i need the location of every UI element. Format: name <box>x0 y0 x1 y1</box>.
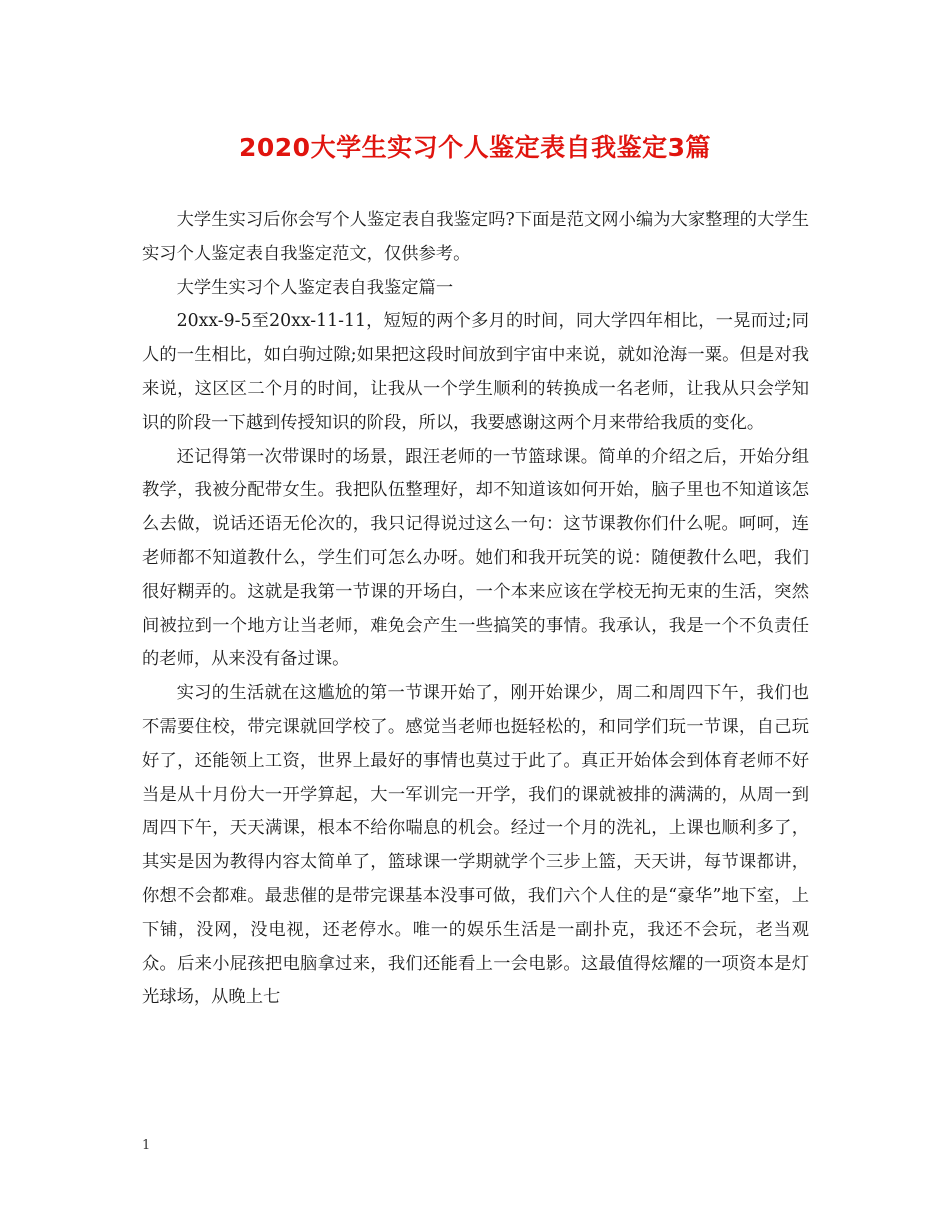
document-body <box>142 204 809 1015</box>
section-heading: 大学生实习个人鉴定表自我鉴定篇一 <box>176 277 454 298</box>
document-title: 2020大学生实习个人鉴定表自我鉴定3篇 <box>239 133 711 162</box>
body-paragraph: 20xx-9-5至20xx-11-11，短短的两个多月的时间，同大学四年相比，一晃而过;同人的一生相比，如白驹过隙;如果把这段时间放到宇宙中来说，就如沧海一粟。但是对我来说，这区区二个月的时间，让我从一个学生顺利的转换成一名老师，让我从只会学知识的阶段一下越到传授知识的阶段，所以，我要感谢这两个月来带给我质的变化。 <box>142 311 809 433</box>
page-number: 1 <box>142 1138 151 1153</box>
intro-paragraph: 大学生实习后你会写个人鉴定表自我鉴定吗?下面是范文网小编为大家整理的大学生实习个人鉴定表自我鉴定范文，仅供参考。 <box>142 210 809 264</box>
body-paragraph: 实习的生活就在这尴尬的第一节课开始了，刚开始课少，周二和周四下午，我们也不需要住校，带完课就回学校了。感觉当老师也挺轻松的，和同学们玩一节课，自己玩好了，还能领上工资，世界上最好的事情也莫过于此了。真正开始体会到体育老师不好当是从十月份大一开学算起，大一军训完一开学，我们的课就被排的满满的，从周一到周四下午，天天满课，根本不给你喘息的机会。经过一个月的洗礼，上课也顺利多了，其实是因为教得内容太简单了，篮球课一学期就学个三步上篮，天天讲，每节课都讲，你想不会都难。最悲催的是带完课基本没事可做，我们六个人住的是“豪华”地下室，上下铺，没网，没电视，还老停水。唯一的娱乐生活是一副扑克，我还不会玩，老当观众。后来小屁孩把电脑拿过来，我们还能看上一会电影。这最值得炫耀的一项资本是灯光球场，从晚上七 <box>142 683 809 1008</box>
body-paragraph: 还记得第一次带课时的场景，跟汪老师的一节篮球课。简单的介绍之后，开始分组教学，我被分配带女生。我把队伍整理好，却不知道该如何开始，脑子里也不知道该怎么去做，说话还语无伦次的，我只记得说过这么一句：这节课教你们什么呢。呵呵，连老师都不知道教什么，学生们可怎么办呀。她们和我开玩笑的说：随便教什么吧，我们很好糊弄的。这就是我第一节课的开场白，一个本来应该在学校无拘无束的生活，突然间被拉到一个地方让当老师，难免会产生一些搞笑的事情。我承认，我是一个不负责任的老师，从来没有备过课。 <box>142 446 809 670</box>
